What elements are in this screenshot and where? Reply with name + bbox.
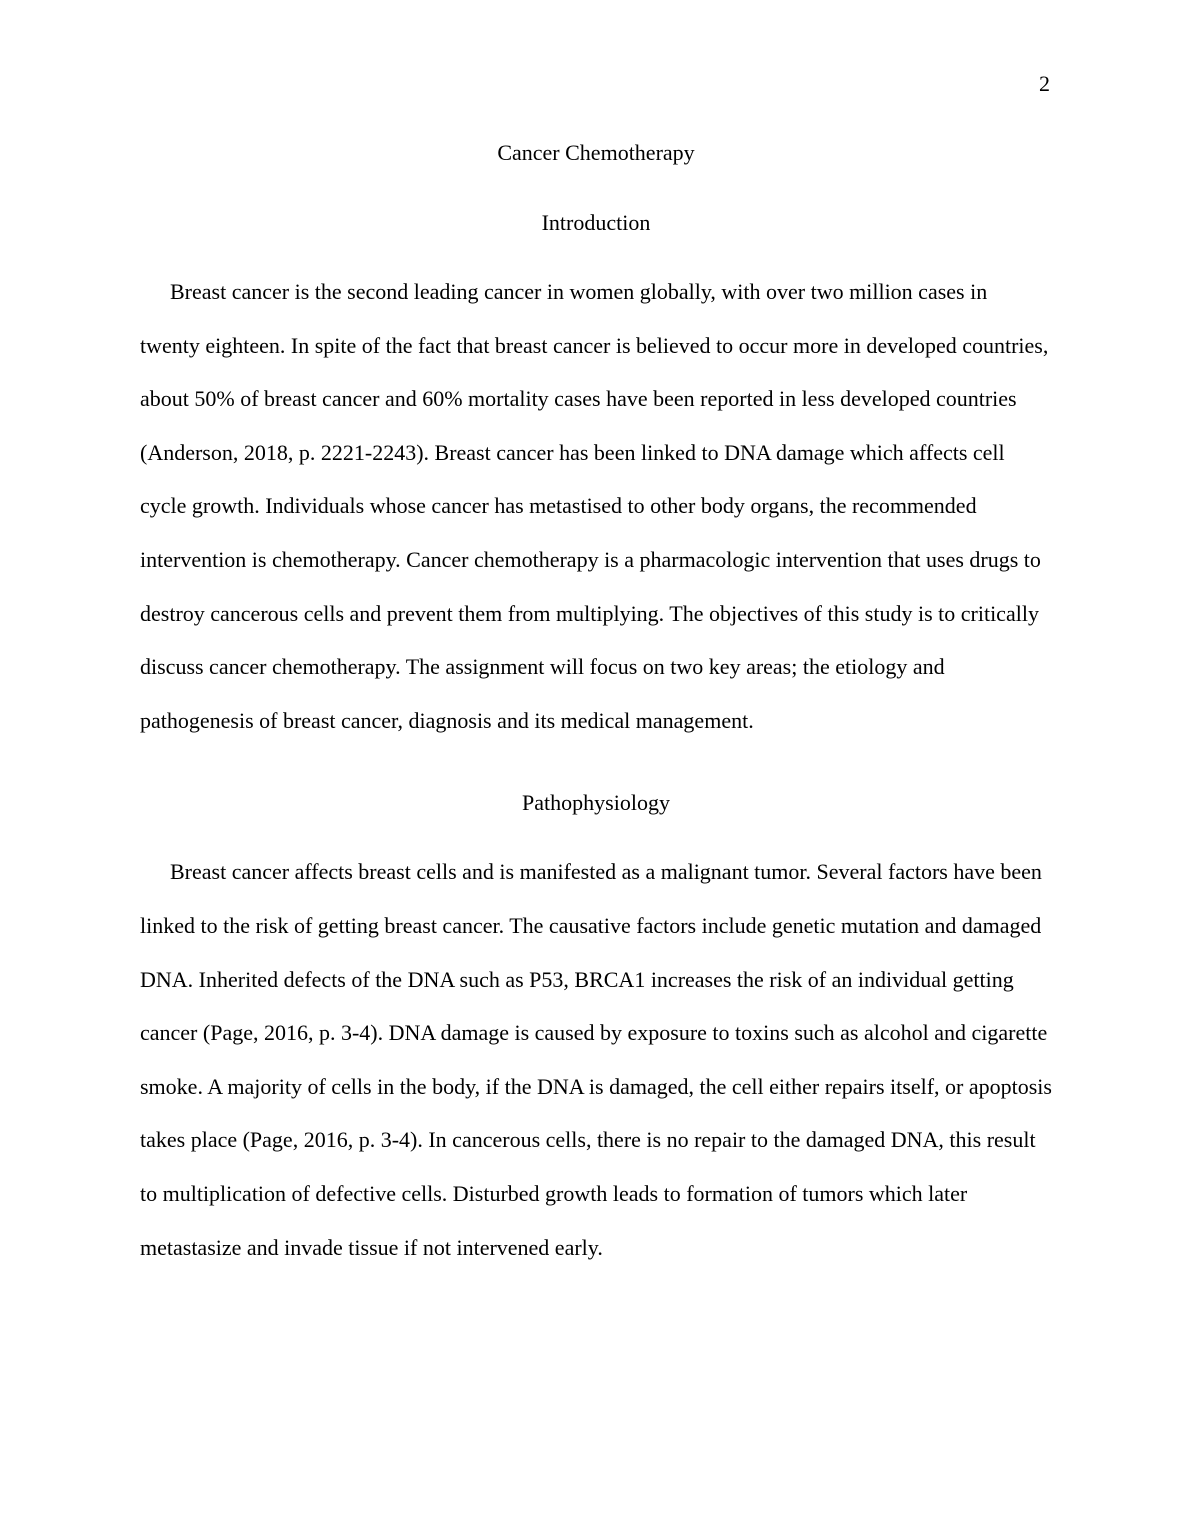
page-number: 2 [1039, 71, 1050, 96]
section-heading-introduction: Introduction [541, 210, 651, 235]
document-title: Cancer Chemotherapy [497, 140, 695, 165]
pathophysiology-paragraph: Breast cancer affects breast cells and is manifested as a malignant tumor. Several factors have been linked to the risk of getting breast cancer. The causative factors include genetic mutation and damaged DNA. Inherited defects of the DNA such as P53, BRCA1 increases the risk of an individual getting cancer (Page, 2016, p. 3-4). DNA damage is caused by exposure to toxins such as alcohol and cigarette smoke. A majority of cells in the body, if the DNA is damaged, the cell either repairs itself, or apoptosis takes place (Page, 2016, p. 3-4). In cancerous cells, there is no repair to the damaged DNA, this result to multiplication of defective cells. Disturbed growth leads to formation of tumors which later metastasize and invade tissue if not intervened early. [140, 859, 1052, 1260]
section-heading-pathophysiology: Pathophysiology [522, 790, 670, 816]
introduction-paragraph: Breast cancer is the second leading cancer in women globally, with over two million cases in twenty eighteen. In spite of the fact that breast cancer is believed to occur more in developed countries, about 50% of breast cancer and 60% mortality cases have been reported in less developed countries (Anderson, 2018, p. 2221-2243). Breast cancer has been linked to DNA damage which affects cell cycle growth. Individuals whose cancer has metastised to other body organs, the recommended intervention is chemotherapy. Cancer chemotherapy is a pharmacologic intervention that uses drugs to destroy cancerous cells and prevent them from multiplying. The objectives of this study is to critically discuss cancer chemotherapy. The assignment will focus on two key areas; the etiology and pathogenesis of breast cancer, diagnosis and its medical management. [140, 279, 1049, 733]
document-body [140, 139, 1052, 1274]
